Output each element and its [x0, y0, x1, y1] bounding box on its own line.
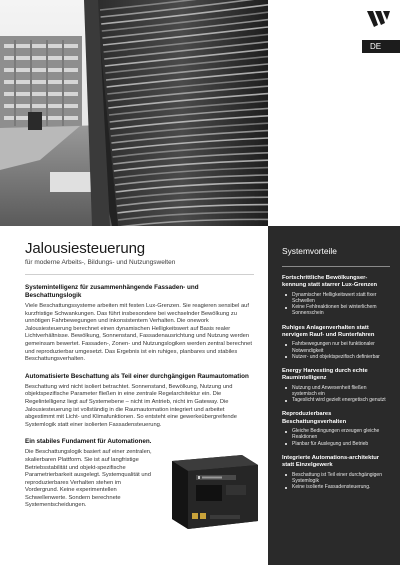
page-title: Jalousiesteuerung: [25, 240, 146, 257]
advantage-heading: Reproduzierbares Beschattungsverhalten: [282, 411, 347, 425]
onework-controller-device-photo: [162, 455, 260, 531]
advantage-item: Keine isolierte Fassadensteuerung.: [282, 484, 390, 490]
advantage-item: Planbar für Auslegung und Betrieb: [282, 441, 390, 447]
section-heading-system-intelligence: Systemintelligenz für zusammenhängende Fassaden- und Beschattungslogik: [25, 284, 199, 299]
advantages-title: Systemvorteile: [282, 246, 390, 267]
building-facade-blinds-photo: [0, 0, 268, 226]
advantage-item: Gleiche Bedingungen erzeugen gleiche Reaktionen: [282, 428, 390, 440]
advantage-energy-harvesting: [282, 368, 390, 403]
brand-w-logo: [366, 8, 392, 30]
advantage-heading: Fortschrittliche Bewölkungser-kennung statt starrer Lux-Grenzen: [282, 275, 378, 289]
advantage-item: Nutzung und Anwesenheit fließen systemisch ein: [282, 385, 390, 397]
section-heading-stable-foundation: Ein stabiles Fundament für Automationen.: [25, 438, 152, 446]
advantage-item: Dynamischer Helligkeitswert statt fixer Schwellen: [282, 292, 390, 304]
advantage-heading: Integrierte Automations-architektur statt Einzelgewerk: [282, 454, 380, 469]
page-subtitle: für moderne Arbeits-, Bildungs- und Nutzungswelten: [25, 259, 254, 275]
advantage-integrated-architecture: [282, 455, 390, 490]
advantage-item: Fahrbewegungen nur bei funktionaler Notwendigkeit: [282, 341, 390, 353]
section-text-system-intelligence: Viele Beschattungssysteme arbeiten mit festen Lux-Grenzen. Sie reagieren sensibel auf kurzfristige Schwankungen. Das führt insbesondere bei wechselnder Bewölkung zu unnötigen Fahrbewegungen und inkonsistentem Verhalten. Die onework Jalousiesteuerung berechnet einen dynamischen Helligkeitswert auf Basis realer Lichtverhältnisse. Bewölkung, Sonnenstand, Fassadenausrichtung und Nutzung werden gemeinsam bewertet. Fassaden-, Zonen- und Nutzungslogiken werden zentral berechnet und reproduzierbar umgesetzt. Das Ergebnis ist ein ruhiges, planbares und stabiles Beschattungsverhalten.: [25, 303, 252, 363]
advantage-item: Tageslicht wird gezielt energetisch genutzt: [282, 397, 390, 403]
section-text-stable-foundation: Die Beschattungslogik basiert auf einer zentralen, skalierbaren Plattform. Sie ist auf langfristige Betriebsstabilität und objekt-spezifische Parametrierbarkeit ausgelegt. Systemqualität und reproduzierbares Verhalten stehen im Vordergrund. Keine experimentellen Schwellenwerte. Sondern berechnete Systementscheidungen.: [25, 449, 152, 509]
advantage-heading: Energy Harvesting durch echte Raumintelligenz: [282, 368, 368, 382]
advantage-item: Keine Fehlreaktionen bei winterlichem Sonnenschein: [282, 304, 390, 316]
advantage-heading: Ruhiges Anlagenverhalten statt nervigem Rauf- und Runterfahren: [282, 324, 375, 339]
advantage-item: Nutzer- und objektspezifisch definierbar: [282, 354, 390, 360]
advantage-cloud-detection: [282, 275, 390, 317]
advantage-reproducible: [282, 411, 390, 446]
language-badge[interactable]: DE: [362, 40, 400, 53]
controller-device-photo: [162, 455, 260, 531]
advantage-item: Beschattung ist Teil einer durchgängigen Systemlogik: [282, 472, 390, 484]
advantages-panel: [268, 226, 400, 565]
section-heading-automated-shading: Automatisierte Beschattung als Teil einer durchgängigen Raumautomation: [25, 372, 249, 380]
hero-photo: [0, 0, 268, 226]
section-text-automated-shading: Beschattung wird nicht isoliert betrachtet. Sonnenstand, Bewölkung, Nutzung und objektspezifische Parameter fließen in eine zentrale Regelarchitektur ein. Die Regelintelligenz liegt auf Systemebene – nicht im Antrieb, nicht im Gateway. Die Jalousiesteuerung ist vollständig in die Raumautomation integriert und arbeitet abgestimmt mit Licht- und Klimafunktionen. So entsteht eine gewerkeübergreifende Systemlogik statt einer isolierten Fassadensteuerung.: [25, 383, 237, 428]
advantage-calm-behaviour: [282, 325, 390, 360]
